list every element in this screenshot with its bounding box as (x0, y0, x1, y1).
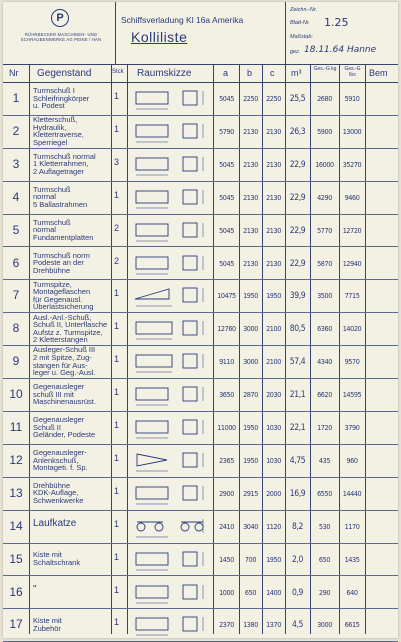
dimension-b: 2130 (243, 192, 258, 202)
weight-kg: 5900 (317, 126, 332, 136)
dimension-a: 9110 (219, 357, 234, 367)
quantity: 1 (114, 288, 120, 299)
quantity: 1 (114, 584, 120, 595)
page-title: Kolliliste (131, 29, 188, 45)
item-description: Ausl.-Anl.-Schuß, Schuß II, Unterflasche Aufstz z. Turmspitze, 2 Kletterstangen (33, 312, 108, 345)
dimension-c: 2100 (266, 357, 281, 367)
quantity: 1 (114, 387, 120, 398)
table-row (3, 543, 398, 577)
dimension-a: 2365 (219, 455, 234, 465)
table-row (3, 279, 398, 313)
dimension-c: 2030 (266, 390, 281, 400)
kolliliste-sheet (3, 2, 398, 638)
table-row (3, 181, 398, 215)
dimension-c: 2000 (266, 488, 281, 498)
col-header-lbs: Ges.-G lbs (344, 66, 361, 78)
crate-sketch-icon (127, 148, 213, 178)
row-number: 5 (12, 222, 20, 237)
item-description: Turmschuß norm Podeste an der Drehbühne (33, 250, 90, 275)
weight-lbs: 13000 (342, 126, 362, 136)
weight-kg: 3500 (317, 291, 332, 301)
weight-lbs: 1170 (344, 521, 360, 531)
dimension-a: 5790 (219, 126, 234, 136)
dimension-b: 2870 (243, 390, 258, 400)
row-number: 6 (12, 255, 20, 270)
weight-kg: 5770 (317, 225, 332, 235)
weight-kg: 290 (318, 587, 331, 597)
shipment-label: Schiffsverladung Kl 16a Amerika (121, 15, 244, 25)
row-number: 3 (12, 156, 20, 171)
volume-m3: 22,1 (289, 423, 306, 433)
dimension-b: 700 (244, 554, 257, 564)
weight-lbs: 7715 (344, 291, 360, 301)
quantity: 1 (114, 452, 120, 463)
weight-lbs: 35270 (342, 159, 362, 169)
table-row (3, 148, 398, 182)
dimension-b: 2250 (243, 94, 258, 103)
weight-kg: 6360 (317, 324, 332, 334)
item-description: Turmspitze, Montageflaschen für Gegenausl. Überlastsicherung (33, 279, 94, 312)
weight-lbs: 12940 (342, 258, 362, 268)
row-number: 9 (12, 354, 20, 369)
table-row (3, 411, 398, 445)
volume-m3: 22,9 (289, 192, 306, 203)
item-description: Turmschuß normal Fundamentplatten (33, 217, 94, 242)
table-row (3, 378, 398, 412)
drawn-by-value: 18.11.64 Hanne (304, 45, 377, 55)
volume-m3: 39,9 (289, 291, 306, 302)
table-row (3, 312, 398, 346)
weight-kg: 530 (318, 521, 331, 531)
item-description: Gegenausleger Schuß II Geländer, Podeste (33, 415, 96, 440)
quantity: 1 (114, 321, 120, 332)
table-row (3, 345, 398, 379)
crate-sketch-icon (127, 608, 213, 638)
row-number: 12 (9, 452, 23, 467)
company-name-small: RÜHRBECKER MASCHINEN- UND SCHRAUBENWERKE AG PEINE / HAN (20, 32, 102, 43)
item-description: Turmschuß normal 5 Ballastrahmen (33, 184, 88, 209)
volume-m3: 26,3 (289, 126, 306, 137)
weight-lbs: 5910 (344, 94, 360, 103)
weight-lbs: 640 (346, 587, 358, 597)
table-row (3, 115, 398, 149)
row-number: 17 (9, 617, 23, 632)
col-header-remarks: Bem (369, 68, 388, 78)
sheet-no-label: Blatt-Nr. (290, 20, 310, 26)
drawn-by-label: gez. (290, 49, 301, 55)
weight-kg: 6620 (317, 390, 332, 400)
item-description: Ausleger-Schuß III 2 mit Spitze, Zug- stangen für Aus- leger u. Geg.-Ausl. (33, 345, 96, 378)
sheet-no-value: 1.25 (324, 16, 349, 29)
dimension-a: 5045 (219, 258, 234, 268)
quantity: 1 (114, 485, 120, 496)
volume-m3: 8,2 (292, 521, 303, 532)
dimension-c: 1950 (266, 291, 281, 301)
weight-lbs: 9570 (344, 357, 360, 367)
dimension-a: 5045 (219, 94, 234, 103)
weight-lbs: 6615 (344, 620, 360, 630)
row-number: 2 (12, 123, 20, 138)
cargo-table (3, 64, 398, 634)
volume-m3: 4,5 (292, 620, 303, 631)
dimension-b: 1950 (243, 291, 258, 301)
quantity: 1 (114, 617, 120, 628)
item-description: Kiste mit Schaltschrank (33, 550, 81, 568)
dimension-a: 5045 (219, 192, 234, 202)
dimension-b: 650 (244, 587, 257, 597)
col-header-m3: m³ (291, 68, 302, 78)
dimension-b: 2915 (243, 488, 258, 498)
crate-sketch-icon (127, 345, 213, 375)
dimension-a: 5045 (219, 225, 234, 235)
quantity: 1 (114, 551, 120, 562)
weight-lbs: 9460 (344, 192, 360, 202)
weight-kg: 650 (318, 554, 331, 564)
dimension-c: 1400 (266, 587, 281, 597)
col-header-c: c (270, 68, 275, 78)
table-row (3, 82, 398, 116)
weight-lbs: 14595 (342, 390, 362, 400)
dimension-b: 2130 (243, 159, 258, 169)
dimension-b: 2130 (243, 258, 258, 268)
crate-sketch-icon (127, 477, 213, 507)
volume-m3: 22,9 (289, 225, 306, 236)
weight-kg: 1720 (317, 423, 332, 432)
weight-lbs: 14020 (342, 324, 362, 334)
table-row (3, 444, 398, 478)
dimension-c: 1030 (266, 423, 281, 432)
dimension-a: 3650 (219, 390, 234, 400)
dimension-a: 11000 (217, 423, 236, 432)
dimension-c: 2250 (266, 94, 281, 103)
sheet-header (3, 2, 398, 65)
row-number: 14 (9, 518, 23, 533)
item-description: Gegenausleger- Anlenkschuß, Montageti. f. Sp. (33, 447, 88, 473)
item-description: Kletterschuß, Hydraulik, Klettertraverse, Sperriegel (33, 115, 84, 147)
dimension-b: 3040 (243, 521, 258, 531)
item-description: Turmschuß normal 1 Kletterrahmen, 2 Auflagetrager (33, 151, 96, 177)
quantity: 2 (114, 222, 120, 233)
row-number: 4 (12, 189, 20, 204)
table-row (3, 214, 398, 248)
dimension-c: 2130 (266, 225, 281, 235)
volume-m3: 25,5 (289, 94, 306, 104)
volume-m3: 22,9 (289, 159, 306, 170)
dimension-c: 1370 (266, 620, 281, 630)
table-row (3, 576, 398, 610)
weight-kg: 435 (318, 455, 331, 465)
quantity: 1 (114, 354, 120, 365)
weight-kg: 4290 (317, 192, 332, 202)
quantity: 1 (114, 123, 120, 134)
col-header-nr: Nr (9, 68, 19, 78)
dimension-a: 5045 (219, 159, 234, 169)
quantity: 2 (114, 255, 120, 266)
weight-kg: 3000 (317, 620, 332, 630)
volume-m3: 4,75 (289, 455, 306, 466)
logo-area (3, 2, 116, 64)
dimension-c: 1120 (266, 521, 281, 531)
dimension-b: 1380 (243, 620, 258, 630)
drawing-no-label: Zeichn.-Nr. (290, 7, 317, 13)
item-description: Drehbühne KDK-Auflage, Schwenkwerke (33, 480, 84, 506)
crate-sketch-icon (127, 576, 213, 606)
col-header-b: b (247, 68, 253, 78)
table-row (3, 510, 398, 544)
row-number: 10 (9, 387, 23, 402)
dimension-c: 2130 (266, 258, 281, 268)
col-header-item: Gegenstand (37, 68, 92, 79)
crate-sketch-icon (127, 214, 213, 244)
quantity: 3 (114, 156, 120, 167)
row-number: 13 (9, 485, 23, 500)
crate-sketch-icon (127, 279, 213, 309)
volume-m3: 0,9 (292, 587, 303, 598)
dimension-c: 2130 (266, 159, 281, 169)
weight-lbs: 3790 (344, 423, 360, 432)
row-number: 15 (9, 551, 23, 566)
item-description: Gegenausleger schuß III mit Maschinenausrüst. (33, 382, 96, 407)
crate-sketch-icon (127, 181, 213, 211)
row-number: 1 (12, 91, 20, 105)
table-header (3, 64, 398, 83)
dimension-b: 1950 (243, 455, 258, 465)
col-header-kg: Ges.-G kg (313, 66, 337, 72)
volume-m3: 2,0 (292, 554, 303, 565)
weight-lbs: 960 (346, 455, 358, 465)
quantity: 1 (114, 91, 120, 101)
dimension-a: 2900 (219, 488, 234, 498)
crate-sketch-icon (127, 411, 213, 441)
dimension-c: 1950 (266, 554, 281, 564)
dimension-c: 2130 (266, 126, 281, 136)
row-number: 11 (9, 420, 23, 434)
dimension-b: 3000 (243, 324, 258, 334)
weight-kg: 4340 (317, 357, 332, 367)
table-row (3, 477, 398, 511)
dimension-a: 2410 (219, 521, 234, 531)
crate-sketch-icon (127, 115, 213, 145)
quantity: 1 (114, 189, 120, 200)
volume-m3: 80,5 (289, 324, 306, 335)
weight-kg: 5870 (317, 258, 332, 268)
dimension-c: 2100 (266, 324, 281, 334)
quantity: 1 (114, 420, 120, 430)
crate-sketch-icon (127, 444, 213, 474)
dimension-a: 1450 (219, 554, 234, 564)
volume-m3: 16,9 (289, 488, 306, 499)
crate-sketch-icon (127, 312, 213, 342)
table-row (3, 608, 398, 642)
volume-m3: 21,1 (289, 390, 306, 401)
weight-lbs: 12720 (342, 225, 362, 235)
dimension-c: 1030 (266, 455, 281, 465)
dimension-b: 2130 (243, 225, 258, 235)
row-number: 8 (12, 321, 20, 336)
crate-sketch-icon (127, 82, 213, 112)
dimension-c: 2130 (266, 192, 281, 202)
quantity: 1 (114, 518, 120, 529)
crate-sketch-icon (127, 543, 213, 573)
crate-sketch-icon (127, 378, 213, 408)
volume-m3: 57,4 (289, 357, 306, 368)
dimension-a: 10475 (217, 291, 236, 301)
item-description: Kiste mit Zubehör (33, 616, 62, 633)
scale-label: Maßstab: (290, 34, 313, 40)
company-logo-icon: P (51, 9, 69, 27)
crate-sketch-icon (127, 247, 213, 277)
row-number: 16 (9, 584, 23, 599)
crate-sketch-icon (127, 510, 213, 540)
meta-block (285, 2, 399, 64)
dimension-b: 3000 (243, 357, 258, 367)
weight-kg: 16000 (315, 159, 334, 169)
weight-lbs: 1435 (344, 554, 360, 564)
dimension-b: 1950 (243, 423, 258, 432)
weight-lbs: 14440 (342, 488, 362, 498)
dimension-a: 1000 (219, 587, 234, 597)
item-description: Turmschuß I Schleifringkörper u. Podest (33, 86, 90, 111)
dimension-a: 2370 (219, 620, 234, 630)
dimension-a: 12760 (217, 324, 236, 334)
table-row (3, 247, 398, 281)
weight-kg: 6550 (317, 488, 332, 498)
item-description: " (33, 583, 37, 595)
item-description: Laufkatze (33, 517, 77, 529)
weight-kg: 2680 (317, 94, 332, 103)
volume-m3: 22,9 (289, 258, 306, 269)
dimension-b: 2130 (243, 126, 258, 136)
col-header-qty: Stck (112, 69, 124, 75)
col-header-sketch: Raumskizze (137, 68, 192, 79)
col-header-a: a (223, 68, 229, 78)
row-number: 7 (12, 288, 20, 303)
